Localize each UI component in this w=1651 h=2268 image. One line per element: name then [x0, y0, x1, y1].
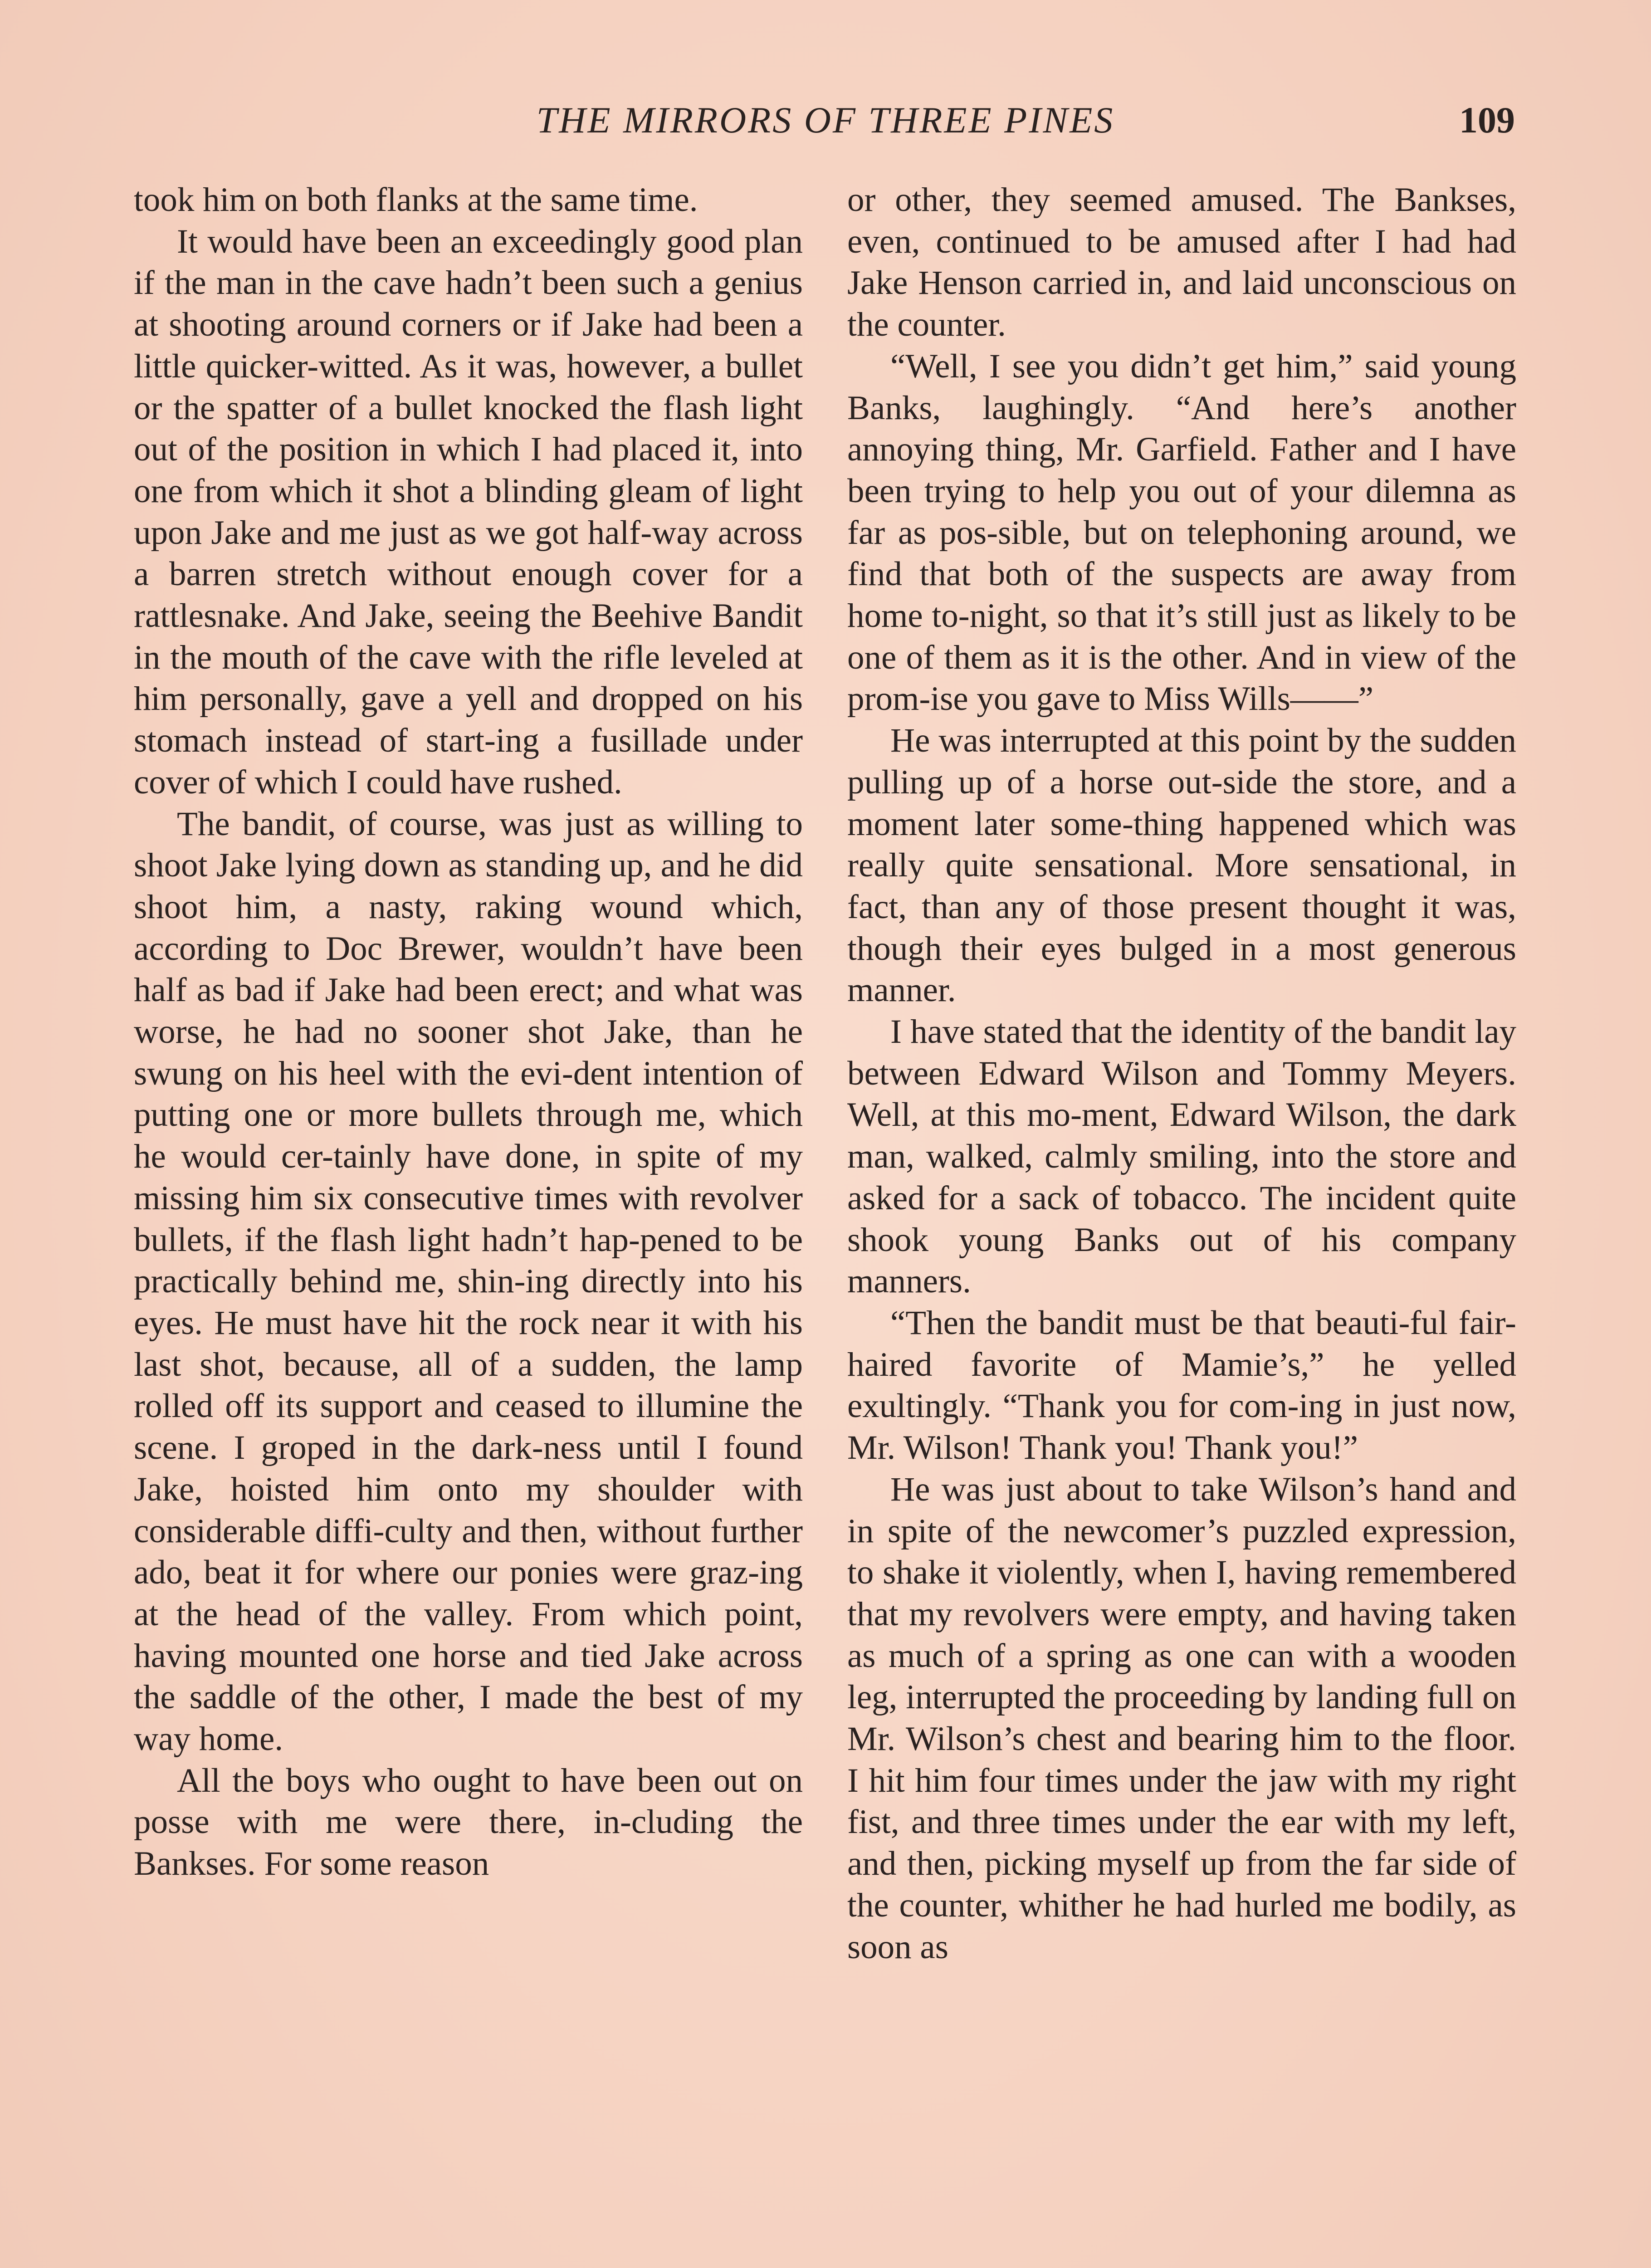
paragraph: All the boys who ought to have been out on posse with me were there, in-cluding the Bankses. For some reason [134, 1761, 803, 1883]
paragraph: He was just about to take Wilson’s hand and in spite of the newcomer’s puzzled expression, to shake it violently, when I, having remembered that my revolvers were empty, and having taken as much of a spring as one can with a wooden leg, interrupted the proceeding by landing full on Mr. Wilson’s chest and bearing him to the floor. I hit him four times under the jaw with my right fist, and three times under the ear with my left, and then, picking myself up from the far side of the counter, whither he had hurled me bodily, as soon as [847, 1470, 1516, 1966]
text-column-left [134, 179, 803, 1885]
paragraph: took him on both flanks at the same time. [134, 181, 698, 219]
paragraph: He was interrupted at this point by the sudden pulling up of a horse out-side the store, and a moment later some-thing happened which was really quite sensational. More sensational, in fact, than any of those present thought it was, though their eyes bulged in a most generous manner. [847, 722, 1516, 1009]
running-head-title: THE MIRRORS OF THREE PINES [536, 99, 1115, 141]
text-column-right [847, 179, 1516, 1968]
paragraph: The bandit, of course, was just as willing to shoot Jake lying down as standing up, and he did shoot him, a nasty, raking wound which, according to Doc Brewer, wouldn’t have been half as bad if Jake had been erect; and what was worse, he had no sooner shot Jake, than he swung on his heel with the evi-dent intention of putting one or more bullets through me, which he would cer-tainly have done, in spite of my missing him six consecutive times with revolver bullets, if the flash light hadn’t hap-pened to be practically behind me, shin-ing directly into his eyes. He must have hit the rock near it with his last shot, because, all of a sudden, the lamp rolled off its support and ceased to illumine the scene. I groped in the dark-ness until I found Jake, hoisted him onto my shoulder with considerable diffi-culty and then, without further ado, beat it for where our ponies were graz-ing at the head of the valley. From which point, having mounted one horse and tied Jake across the saddle of the other, I made the best of my way home. [134, 805, 803, 1758]
paragraph: “Then the bandit must be that beauti-ful fair-haired favorite of Mamie’s,” he yelled exultingly. “Thank you for com-ing in just now, Mr. Wilson! Thank you! Thank you!” [847, 1304, 1516, 1467]
page-number: 109 [1459, 99, 1515, 141]
paragraph: “Well, I see you didn’t get him,” said young Banks, laughingly. “And here’s another annoying thing, Mr. Garfield. Father and I have been trying to help you out of your dilemna as far as pos-sible, but on telephoning around, we find that both of the suspects are away from home to-night, so that it’s still just as likely to be one of them as it is the other. And in view of the prom-ise you gave to Miss Wills——” [847, 347, 1516, 718]
paragraph: or other, they seemed amused. The Bankses, even, continued to be amused after I had had Jake Henson carried in, and laid unconscious on the counter. [847, 181, 1516, 344]
paragraph: I have stated that the identity of the bandit lay between Edward Wilson and Tommy Meyers. Well, at this mo-ment, Edward Wilson, the dark man, walked, calmly smiling, into the store and asked for a sack of tobacco. The incident quite shook young Banks out of his company manners. [847, 1013, 1516, 1300]
paragraph: It would have been an exceedingly good plan if the man in the cave hadn’t been such a genius at shooting around corners or if Jake had been a little quicker-witted. As it was, however, a bullet or the spatter of a bullet knocked the flash light out of the position in which I had placed it, into one from which it shot a blinding gleam of light upon Jake and me just as we got half-way across a barren stretch without enough cover for a rattlesnake. And Jake, seeing the Beehive Bandit in the mouth of the cave with the rifle leveled at him personally, gave a yell and dropped on his stomach instead of start-ing a fusillade under cover of which I could have rushed. [134, 222, 803, 801]
